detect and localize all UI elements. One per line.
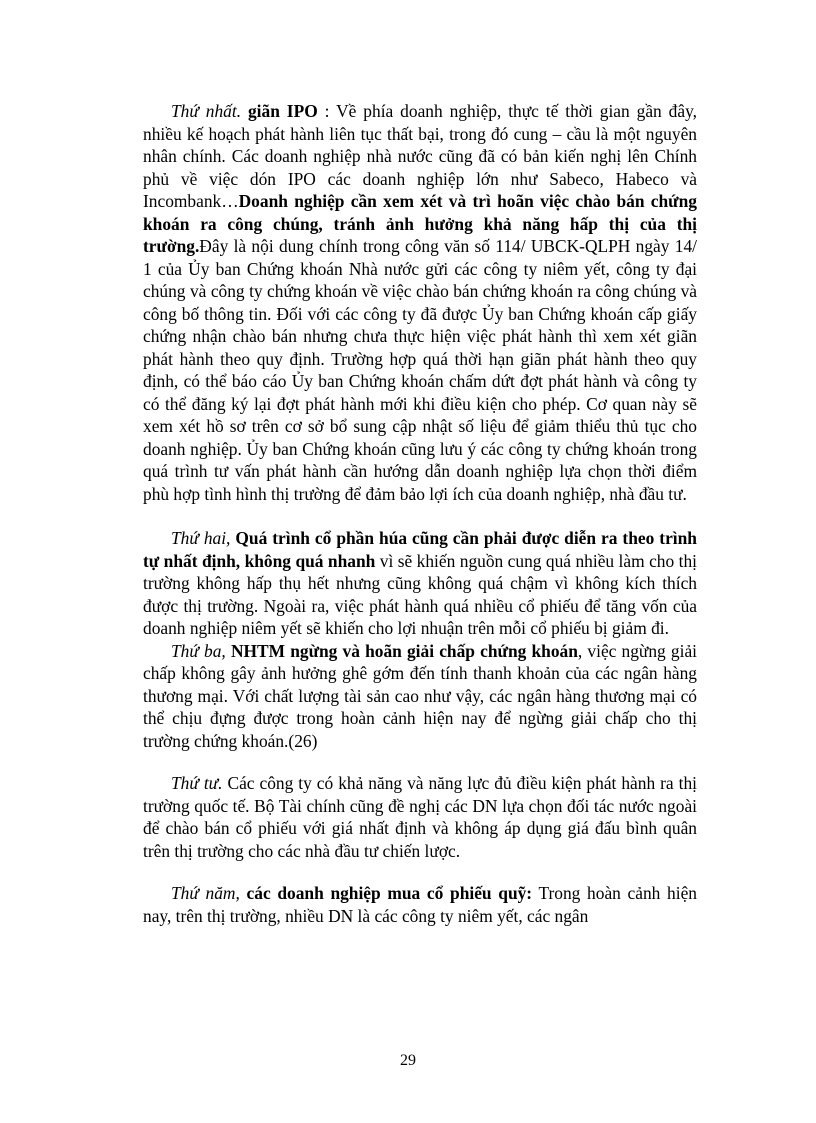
paragraph-text: vì sẽ khiến nguồn cung quá nhiều làm cho thị trường không hấp thụ hết nhưng cũng không quá chậm vì không kích thích được thị trường. Ngoài ra, việc phát hành quá nhiều cổ phiếu để tăng vốn của doanh nghiệp niêm yết sẽ khiến cho lợi nhuận trên mỗi cổ phiếu bị giảm đi.: [143, 550, 697, 638]
paragraph-bold-text: các doanh nghiệp mua cổ phiếu quỹ:: [246, 883, 533, 903]
paragraph-bold-text: NHTM ngừng và hoãn giải chấp chứng khoán: [230, 640, 578, 661]
page-number: 29: [400, 1052, 416, 1069]
paragraph-thu-tu: [143, 772, 697, 862]
paragraph-text: , việc ngừng giải chấp không gây ảnh hưởng ghê gớm đến tính thanh khoản của các ngân hàng thương mại. Với chất lượng tài sản cao như vậy, các ngân hàng thương mại có thể chịu đựng được trong hoàn cảnh hiện nay để ngừng giải chấp cho thị trường chứng khoán.(26): [143, 640, 697, 751]
paragraph-text: [241, 101, 248, 121]
paragraph-lead: Thứ nhất.: [171, 101, 242, 121]
paragraph-thu-nhat: [143, 100, 697, 505]
paragraph-thu-ba: [143, 640, 697, 753]
paragraph-bold-text: Doanh nghiệp cần xem xét và trì hoãn việc chào bán chứng khoán ra công chúng, tránh ảnh hưởng khả năng hấp thị của thị trường.: [143, 191, 697, 256]
paragraph-bold-text: giãn IPO: [247, 101, 318, 121]
paragraph-text: [240, 883, 247, 903]
paragraph-bold-text: Quá trình cổ phần húa cũng cần phải được diễn ra theo trình tự nhất định, không quá nhanh: [143, 528, 697, 571]
document-body: [143, 100, 697, 927]
paragraph-lead: Thứ năm,: [171, 883, 240, 903]
paragraph-lead: Thứ tư.: [171, 773, 223, 793]
paragraph-thu-hai: [143, 527, 697, 640]
paragraph-lead: Thứ ba,: [171, 640, 226, 661]
paragraph-thu-nam: [143, 882, 697, 927]
paragraph-text: Đây là nội dung chính trong công văn số 114/ UBCK-QLPH ngày 14/ 1 của Ủy ban Chứng khoán Nhà nước gửi các công ty niêm yết, công ty đại chúng và công ty chứng khoán về việc chào bán chứng khoán ra công chúng và công bố thông tin. Đối với các công ty đã được Ủy ban Chứng khoán cấp giấy chứng nhận chào bán nhưng chưa thực hiện việc phát hành thì xem xét giãn phát hành theo quy định. Trường hợp quá thời hạn giãn phát hành theo quy định, có thể báo cáo Ủy ban Chứng khoán chấm dứt đợt phát hành và công ty có thể đăng ký lại đợt phát hành mới khi điều kiện cho phép. Cơ quan này sẽ xem xét hồ sơ trên cơ sở bổ sung cập nhật số liệu để giảm thiểu thủ tục cho doanh nghiệp. Ủy ban Chứng khoán cũng lưu ý các công ty chứng khoán trong quá trình tư vấn phát hành cần hướng dẫn doanh nghiệp lựa chọn thời điểm phù hợp tình hình thị trường để đảm bảo lợi ích của doanh nghiệp, nhà đầu tư.: [143, 236, 697, 504]
paragraph-text: Các công ty có khả năng và năng lực đủ điều kiện phát hành ra thị trường quốc tế. Bộ Tài chính cũng đề nghị các DN lựa chọn đối tác nước ngoài để chào bán cổ phiếu với giá nhất định và không áp dụng giá đấu bình quân trên thị trường cho các nhà đầu tư chiến lược.: [143, 773, 697, 861]
paragraph-text: : Về phía doanh nghiệp, thực tế thời gian gần đây, nhiều kế hoạch phát hành liên tục thất bại, trong đó cung – cầu là một nguyên nhân chính. Các doanh nghiệp nhà nước cũng đã có bản kiến nghị lên Chính phủ về việc dón IPO các doanh nghiệp lớn như Sabeco, Habeco và Incombank…: [143, 101, 697, 211]
paragraph-lead: Thứ hai,: [171, 528, 231, 548]
paragraph-text: Trong hoàn cảnh hiện nay, trên thị trường, nhiều DN là các công ty niêm yết, các ngân: [143, 883, 697, 926]
